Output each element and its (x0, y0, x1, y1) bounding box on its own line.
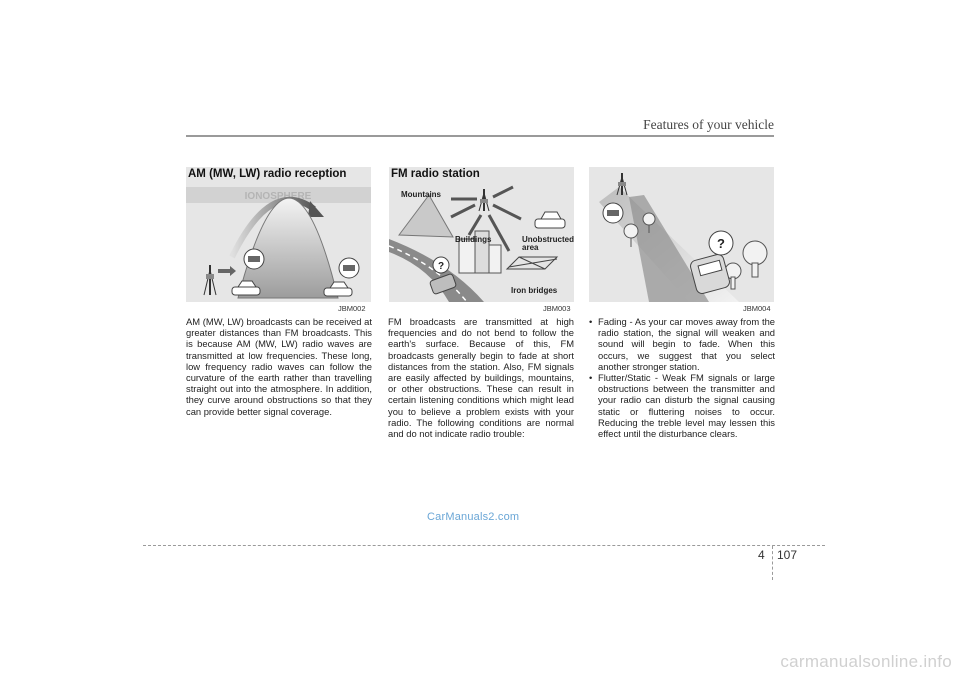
signal-bubble-icon (339, 258, 359, 278)
buildings-label: Buildings (455, 235, 492, 244)
page-header-title: Features of your vehicle (643, 117, 774, 132)
figure-fm-station (389, 167, 574, 302)
unobstructed-area-label: area (522, 243, 539, 252)
figure-code: JBM004 (743, 304, 771, 313)
svg-text:?: ? (437, 261, 445, 272)
fm-paragraph: FM broadcasts are transmitted at high frequencies and do not bend to follow the earth's surface. Because of this, FM broadcasts generally begin to fade at short distances from the station. Also, FM signals are easily affected by buildings, mountains, or other obstructions. These can result in certain listening conditions which might lead you to believe a problem exists with your radio. The following conditions are normal and do not indicate radio trouble: (388, 316, 574, 440)
figure-am-reception (186, 167, 371, 302)
list-item: • Fading - As your car moves away from the radio station, the signal will weaken and sound will begin to fade. When this occurs, we suggest that you select another stronger station. (589, 316, 775, 372)
am-paragraph: AM (MW, LW) broadcasts can be received at greater distances than FM broadcasts. This is because AM (MW, LW) radio waves are transmitted at low frequencies. These long, low frequency radio waves can follow the curvature of the earth rather than travelling straight out into the atmosphere. In addition, they curve around obstructions so that they can provide better signal coverage. (186, 316, 372, 417)
conditions-column (589, 316, 775, 439)
mountains-label: Mountains (401, 190, 441, 199)
radio-tower-icon (479, 189, 489, 211)
signal-bubble-icon (244, 249, 264, 269)
figure-code: JBM003 (543, 304, 571, 313)
car-icon (535, 212, 565, 228)
iron-bridge-icon (507, 257, 557, 269)
header-rule (186, 135, 774, 137)
figure-fading (589, 167, 774, 302)
unobstructed-label: Unobstructed (522, 235, 574, 244)
fm-illustration (389, 167, 574, 302)
radio-tower-icon (204, 265, 216, 295)
iron-bridges-label: Iron bridges (511, 286, 558, 295)
signal-bubble-icon (603, 203, 623, 223)
site-watermark: carmanualsonline.info (780, 652, 952, 671)
figure-title: AM (MW, LW) radio reception (188, 168, 347, 180)
footer-rule (143, 545, 825, 546)
fm-text-column (388, 316, 574, 439)
svg-text:?: ? (717, 236, 725, 251)
chapter-number: 4 (758, 548, 765, 562)
watermark-link[interactable]: CarManuals2.com (427, 511, 520, 523)
figure-code: JBM002 (338, 304, 366, 313)
conditions-list (589, 316, 775, 439)
am-text-column (186, 316, 372, 417)
ionosphere-label: IONOSPHERE (244, 191, 312, 202)
fading-illustration (589, 167, 774, 302)
list-item: • Flutter/Static - Weak FM signals or large obstructions between the transmitter and your radio can disturb the signal causing static or fluttering noises to occur. Reducing the treble level may lessen this effect until the disturbance clears. (589, 372, 775, 439)
am-illustration (186, 167, 371, 302)
footer-divider (772, 546, 773, 580)
figure-title: FM radio station (391, 168, 480, 180)
page-number: 107 (777, 548, 798, 562)
mountain-shape (399, 195, 453, 237)
